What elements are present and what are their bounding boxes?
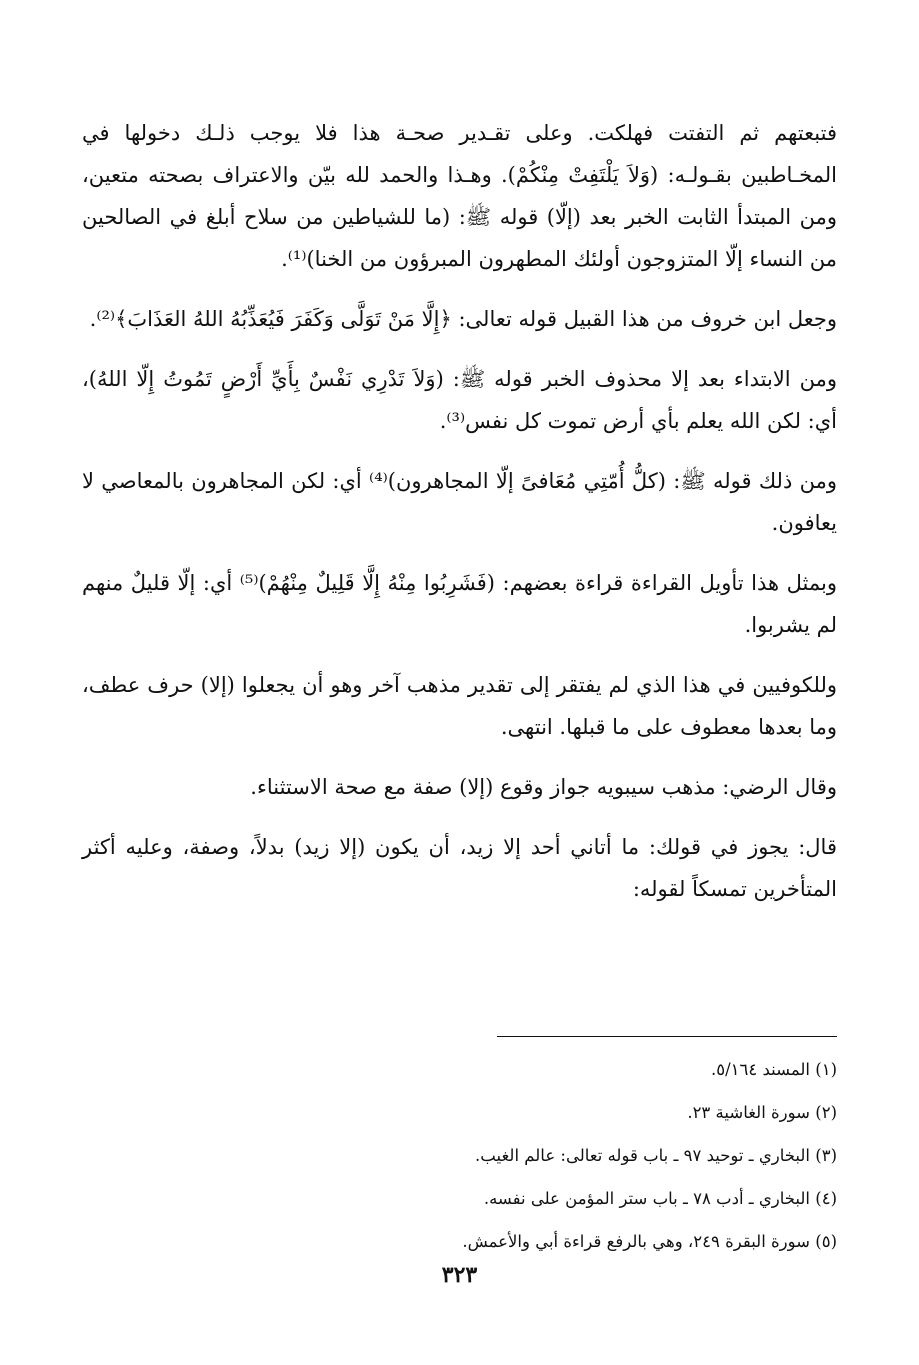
paragraph-3: ومن الابتداء بعد إلا محذوف الخبر قوله ﷺ: (وَلاَ تَدْرِي نَفْسٌ بِأَيِّ أَرْضٍ تَمُوتُ إِلّا اللهُ)، أي: لكن الله يعلم بأي أرض تموت كل نفس⁽³⁾. — [82, 367, 837, 433]
footnote-separator — [497, 1036, 837, 1037]
paragraph-5: وبمثل هذا تأويل القراءة قراءة بعضهم: (فَشَرِبُوا مِنْهُ إِلَّا قَلِيلٌ مِنْهُمْ)⁽⁵⁾ أي: إلّا قليلٌ منهم لم يشربوا. — [82, 571, 837, 637]
paragraph-2: وجعل ابن خروف من هذا القبيل قوله تعالى: ﴿إِلَّا مَنْ تَوَلَّى وَكَفَرَ فَيُعَذِّبُهُ اللهُ العَذَابَ﴾⁽²⁾. — [89, 307, 837, 331]
footnote-2: (٢) سورة الغاشية ٢٣. — [687, 1103, 837, 1122]
paragraph-4: ومن ذلك قوله ﷺ: (كلُّ أُمّتِي مُعَافىً إلّا المجاهرون)⁽⁴⁾ أي: لكن المجاهرون بالمعاصي لا يعافون. — [82, 469, 837, 535]
paragraph-8: قال: يجوز في قولك: ما أتاني أحد إلا زيد، أن يكون (إلا زيد) بدلاً، وصفة، وعليه أكثر المتأخرين تمسكاً لقوله: — [82, 835, 837, 901]
paragraph-7: وقال الرضي: مذهب سيبويه جواز وقوع (إلا) صفة مع صحة الاستثناء. — [250, 775, 837, 799]
page-number: ٣٢٣ — [441, 1262, 478, 1288]
main-text — [82, 112, 837, 928]
paragraph-6: وللكوفيين في هذا الذي لم يفتقر إلى تقدير مذهب آخر وهو أن يجعلوا (إلا) حرف عطف، وما بعدها معطوف على ما قبلها. انتهى. — [82, 673, 837, 739]
paragraph-1: فتبعتهم ثم التفتت فهلكت. وعلى تقـدير صحـة هذا فلا يوجب ذلـك دخولها في المخـاطبين بقـولـه: (وَلاَ يَلْتَفِتْ مِنْكُمْ). وهـذا والحمد لله بيّن والاعتراف بصحته متعين، ومن المبتدأ الثابت الخبر بعد (إلّا) قوله ﷺ: (ما للشياطين من سلاح أبلغ في الصالحين من النساء إلّا المتزوجون أولئك المطهرون المبرؤون من الخنا)⁽¹⁾. — [82, 121, 837, 271]
footnote-4: (٤) البخاري ـ أدب ٧٨ ـ باب ستر المؤمن على نفسه. — [483, 1189, 837, 1208]
footnote-1: (١) المسند ٥/١٦٤. — [710, 1060, 837, 1079]
footnotes — [82, 1048, 837, 1263]
footnote-5: (٥) سورة البقرة ٢٤٩، وهي بالرفع قراءة أبي والأعمش. — [462, 1232, 837, 1251]
footnote-3: (٣) البخاري ـ توحيد ٩٧ ـ باب قوله تعالى: عالم الغيب. — [475, 1146, 837, 1165]
